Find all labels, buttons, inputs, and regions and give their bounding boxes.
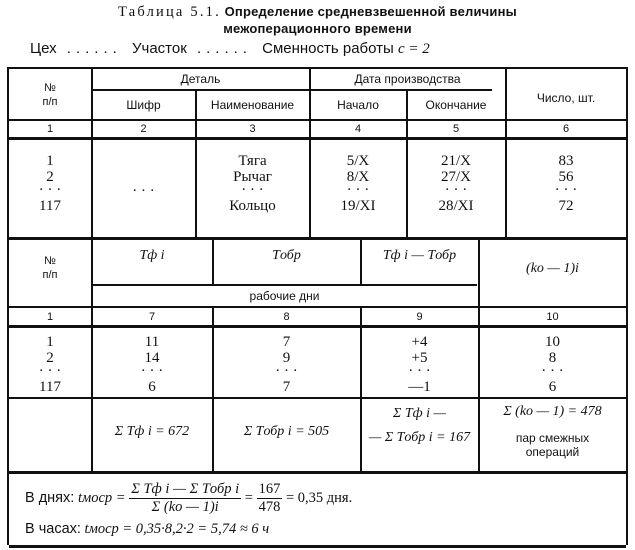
header-end: Окончание: [425, 98, 487, 112]
col-num-6: 6: [562, 123, 570, 135]
rule: [91, 69, 93, 237]
upper-end-col: 21/X 27/X · · · 28/XI: [438, 153, 474, 214]
header-working-days: рабочие дни: [249, 289, 320, 303]
col-num-7: 7: [148, 311, 156, 323]
shop-line: [30, 40, 430, 58]
rule: [9, 119, 626, 121]
section-dots: ......: [196, 40, 252, 57]
upper-name-col: Тяга Рычаг · · · Кольцо: [229, 153, 276, 214]
sum-tf: Σ Tф i = 672: [114, 424, 190, 439]
footer-days: В днях: tмоср = $\frac{\text{Σ Tф i — Σ Tобр i}}{\Sigma (kо — 1)i}$ = $\frac{167}{478}$ = 0,35 дня.: [25, 481, 353, 515]
col-num-9: 9: [416, 311, 423, 323]
lower-tf-col: 11 14 · · · 6: [140, 334, 164, 395]
table-title-prefix: Таблица 5.1.: [118, 4, 221, 20]
table-title-line2-wrap: [0, 20, 635, 38]
header-start: Начало: [337, 98, 379, 112]
rule: [9, 137, 626, 140]
rule: [9, 306, 626, 308]
table-title: [0, 3, 635, 21]
upper-start-col: 5/X 8/X · · · 19/XI: [340, 153, 376, 214]
upper-code-col: · · ·: [132, 183, 155, 199]
col-num-4: 4: [354, 123, 362, 135]
lower-num-col: 1 2 · · · 117: [38, 334, 62, 395]
rule: [9, 545, 626, 548]
lower-k-col: 10 8 · · · 6: [541, 334, 564, 395]
shop-label: Цех: [30, 40, 57, 57]
header-date: Дата производства: [354, 72, 461, 86]
data-table: [7, 67, 628, 545]
lower-diff-col: +4 +5 · · · —1: [408, 334, 431, 395]
col-num-l1: 1: [46, 311, 54, 323]
header-count: Число, шт.: [536, 91, 596, 105]
header-name: Наименование: [210, 98, 295, 112]
table-title-line1: Определение средневзвешенной величины: [224, 4, 517, 19]
rule: [92, 89, 492, 91]
sum-tobr: Σ Tобр i = 505: [243, 424, 330, 439]
upper-count-col: 83 56 · · · 72: [554, 153, 578, 214]
rule: [9, 325, 626, 328]
header-tdiff: Tф i — Tобр: [382, 248, 457, 263]
col-num-1: 1: [46, 123, 54, 135]
upper-num-col: 1 2 · · · 117: [38, 153, 62, 214]
header-code: Шифр: [126, 98, 161, 112]
rule: [9, 471, 626, 474]
table-title-line2: межоперационного времени: [223, 21, 412, 36]
shift-value: c = 2: [398, 41, 430, 57]
footer-hours: В часах: tмоср = 0,35·8,2·2 = 5,74 ≈ 6 ч: [25, 521, 270, 537]
col-num-10: 10: [546, 311, 559, 323]
lower-header-num: № п/п: [42, 255, 58, 281]
rule: [9, 237, 626, 240]
col-num-2: 2: [140, 123, 147, 135]
sum-k: Σ (kо — 1) = 478 пар смежных операций: [503, 404, 602, 459]
header-num: № п/п: [42, 82, 58, 108]
sum-diff: Σ Tф i — — Σ Tобр i = 167: [368, 406, 471, 445]
section-label: Участок: [131, 40, 187, 57]
rule: [92, 284, 477, 286]
lower-tobr-col: 7 9 · · · 7: [275, 334, 298, 395]
rule: [9, 397, 626, 399]
header-k: (kо — 1)i: [526, 261, 579, 276]
header-tf: Tф i: [139, 248, 165, 263]
shop-dots: ......: [66, 40, 122, 57]
col-num-8: 8: [283, 311, 290, 323]
col-num-5: 5: [452, 123, 460, 135]
col-num-3: 3: [249, 123, 256, 135]
shift-label: Сменность работы: [262, 40, 394, 57]
header-part: Деталь: [180, 72, 221, 86]
header-tobr: Tобр: [272, 248, 301, 263]
